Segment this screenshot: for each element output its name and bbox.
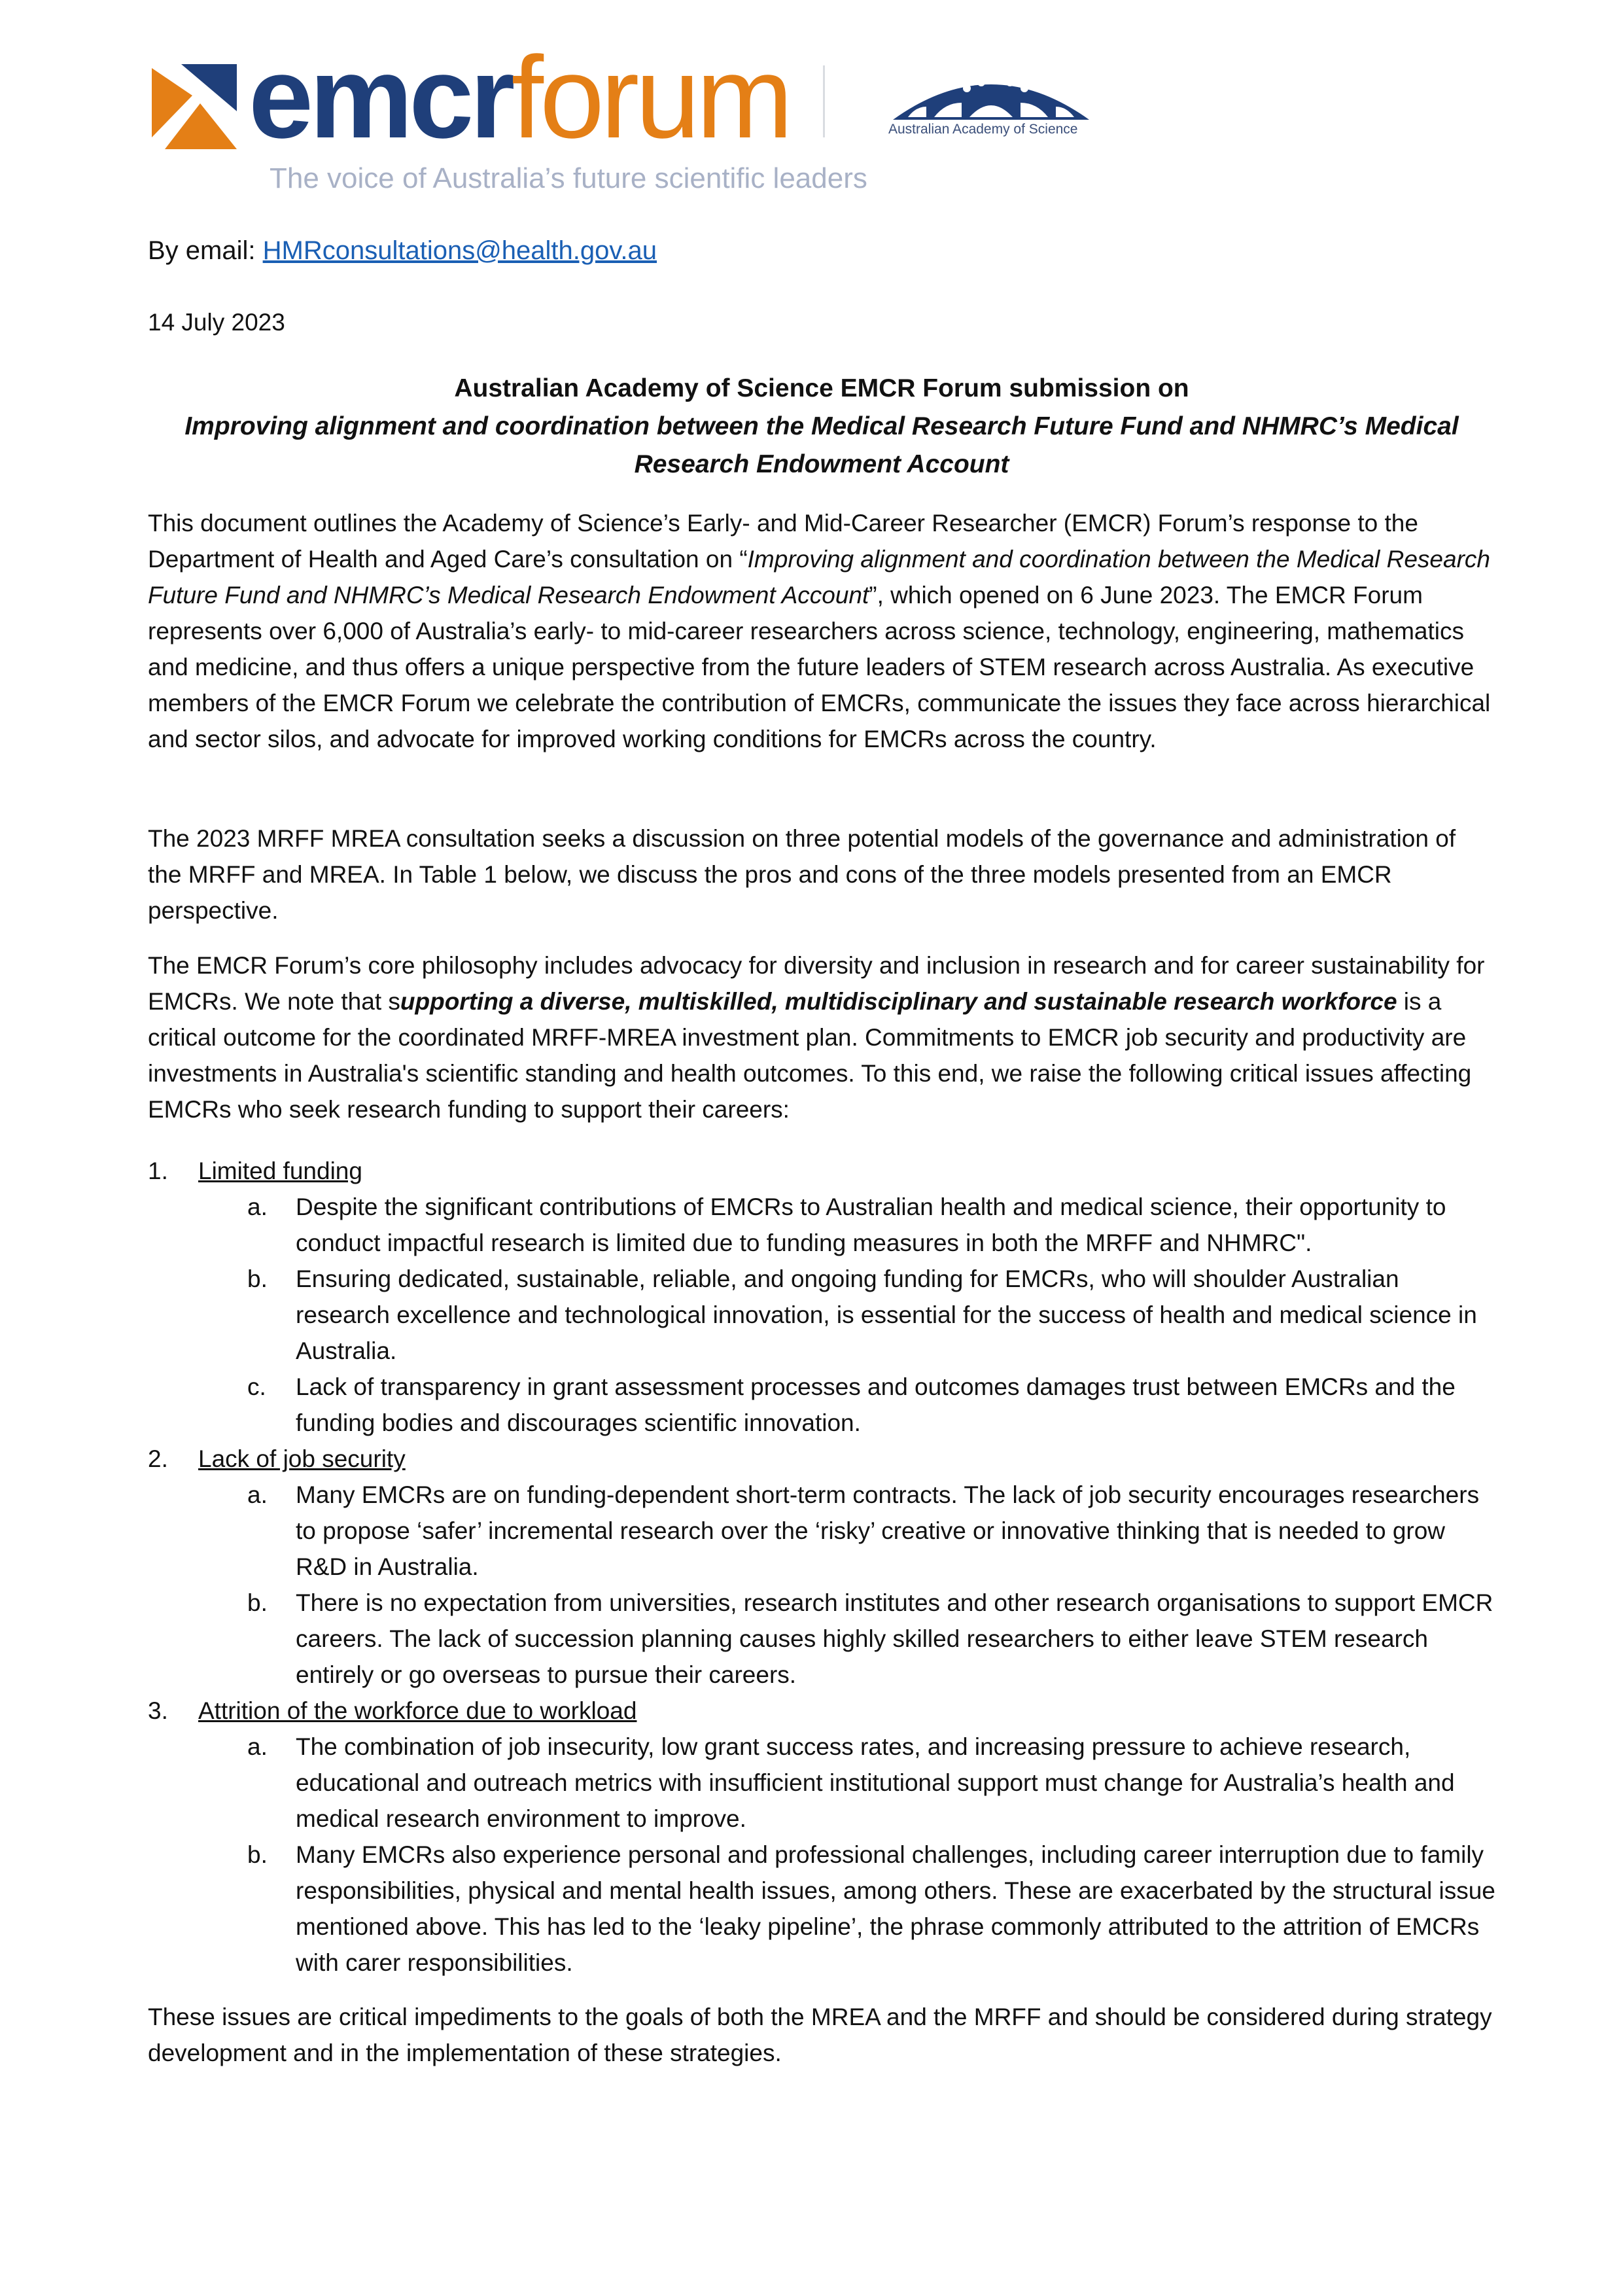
issues-list (148, 1153, 1495, 1981)
intro-text-a: This document outlines the Academy of Science’s Early- and Mid-Career Researcher (EMCR) Forum’s response to the Department of Health and Aged Care’s consultation on “ (148, 510, 1418, 573)
consultation-paragraph: The 2023 MRFF MREA consultation seeks a discussion on three potential models of the governance and administration of the MRFF and MREA. In Table 1 below, we discuss the pros and cons of the three models presented from an EMCR perspective. (148, 825, 1456, 924)
wordmark-emcr: emcr (249, 32, 512, 162)
point-letter: a. (247, 1733, 268, 1760)
issue-title: Attrition of the workforce due to workload (198, 1697, 637, 1724)
issue-number: 1. (148, 1157, 168, 1184)
issue-point (148, 1729, 1495, 1837)
point-text: The combination of job insecurity, low grant success rates, and increasing pressure to achieve research, educational and outreach metrics with insufficient institutional support must change for Australia’s health and medical research environment to improve. (296, 1733, 1455, 1832)
point-letter: b. (247, 1265, 268, 1292)
issue-point (148, 1189, 1495, 1261)
philosophy-text-b: is a critical outcome for the coordinated MRFF-MREA investment plan. Commitments to EMCR job security and productivity are investments in Australia's scientific standing and health outcomes. To this end, we raise the following critical issues affecting EMCRs who seek research funding to support their careers: (148, 988, 1472, 1123)
intro-text-b: ”, which opened on 6 June 2023. The EMCR Forum represents over 6,000 of Australia’s early- to mid-career researchers across science, technology, engineering, mathematics and medicine, and thus offers a unique perspective from the future leaders of STEM research across Australia. As executive members of the EMCR Forum we celebrate the contribution of EMCRs, communicate the issues they face across hierarchical and sector silos, and advocate for improved working conditions for EMCRs across the country. (148, 582, 1491, 752)
point-text: Ensuring dedicated, sustainable, reliable, and ongoing funding for EMCRs, who will shoulder Australian research excellence and technological innovation, is essential for the success of health and medical science in Australia. (296, 1265, 1477, 1364)
point-text: Despite the significant contributions of EMCRs to Australian health and medical science, their opportunity to conduct impactful research is limited due to funding measures in both the MRFF and NHMRC". (296, 1193, 1446, 1256)
wordmark-forum: forum (511, 32, 790, 162)
issue-title: Limited funding (198, 1157, 362, 1184)
issue-point (148, 1837, 1495, 1981)
point-letter: b. (247, 1589, 268, 1616)
issue-number: 2. (148, 1445, 168, 1472)
title-line-1: Australian Academy of Science EMCR Forum submission on (454, 374, 1189, 402)
emcr-forum-logo-icon (152, 64, 237, 149)
point-text: Lack of transparency in grant assessment processes and outcomes damages trust between EMCRs and the funding bodies and discourages scientific innovation. (296, 1373, 1456, 1436)
point-letter: a. (247, 1193, 268, 1220)
emcr-forum-wordmark (249, 32, 790, 162)
philosophy-paragraph (148, 947, 1495, 1127)
logo-tagline: The voice of Australia’s future scientific leaders (270, 162, 867, 194)
issue-point (148, 1261, 1495, 1369)
logo-divider (823, 65, 825, 137)
closing-paragraph: These issues are critical impediments to the goals of both the MREA and the MRFF and should be considered during strategy development and in the implementation of these strategies. (148, 2004, 1492, 2066)
intro-paragraph (148, 505, 1495, 757)
point-letter: c. (247, 1373, 266, 1400)
point-text: Many EMCRs also experience personal and professional challenges, including career interruption due to family responsibilities, physical and mental health issues, among others. These are exacerbated by the structural issue mentioned above. This has led to the ‘leaky pipeline’, the phrase commonly attributed to the attrition of EMCRs with carer responsibilities. (296, 1841, 1495, 1976)
title-line-2: Improving alignment and coordination between the Medical Research Future Fund and NHMRC’s Medical Research Endowment Account (184, 412, 1459, 478)
point-letter: a. (247, 1481, 268, 1508)
issue-point (148, 1477, 1495, 1585)
issue-item (148, 1441, 1495, 1477)
point-text: There is no expectation from universities, research institutes and other research organisations to support EMCR careers. The lack of succession planning causes highly skilled researchers to either leave STEM research entirely or go overseas to pursue their careers. (296, 1589, 1493, 1688)
issue-item (148, 1693, 1495, 1729)
document-title (148, 370, 1495, 484)
email-link[interactable]: HMRconsultations@health.gov.au (262, 236, 657, 265)
issue-point (148, 1585, 1495, 1693)
issue-title: Lack of job security (198, 1445, 406, 1472)
issue-item (148, 1153, 1495, 1189)
intro-consultation-title: Improving alignment and coordination between the Medical Research Future Fund and NHMRC’s Medical Research Endowment Account (148, 546, 1490, 609)
email-line (148, 233, 1495, 269)
email-label: By email: (148, 236, 256, 265)
issue-number: 3. (148, 1697, 168, 1724)
point-text: Many EMCRs are on funding-dependent short-term contracts. The lack of job security encourages researchers to propose ‘safer’ incremental research over the ‘risky’ creative or innovative thinking that is needed to grow R&D in Australia. (296, 1481, 1480, 1580)
point-letter: b. (247, 1841, 268, 1868)
academy-logo-label: Australian Academy of Science (888, 122, 1078, 137)
document-date: 14 July 2023 (148, 309, 285, 336)
issue-point (148, 1369, 1495, 1441)
philosophy-emphasis: upporting a diverse, multiskilled, multidisciplinary and sustainable research workforce (400, 988, 1397, 1015)
philosophy-text-a: The EMCR Forum’s core philosophy includes advocacy for diversity and inclusion in research and for career sustainability for EMCRs. We note that s (148, 952, 1485, 1015)
